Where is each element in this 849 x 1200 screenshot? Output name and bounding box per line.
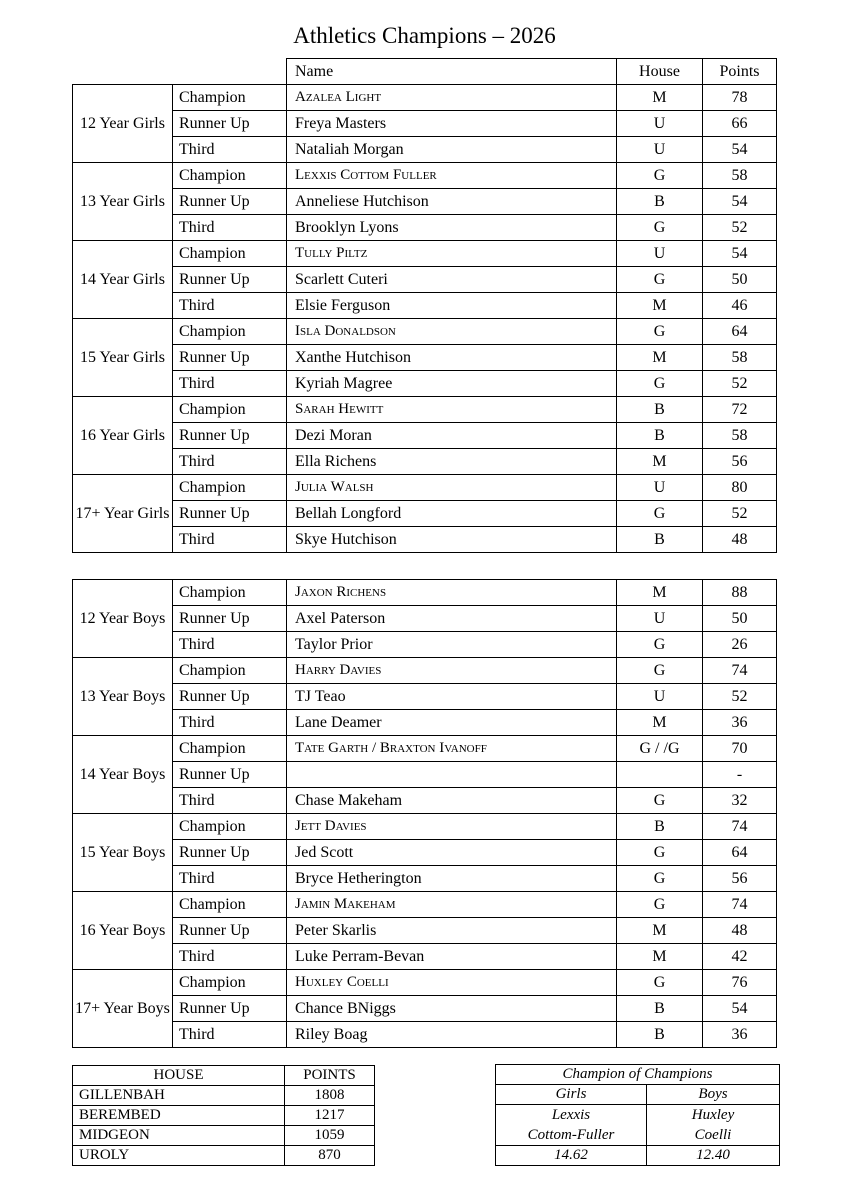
result-row: [73, 137, 777, 163]
place-cell: Third: [173, 1022, 287, 1048]
points-cell: 32: [703, 788, 777, 814]
house-header: HOUSE: [73, 1066, 285, 1086]
name-cell: Tate Garth / Braxton Ivanoff: [287, 736, 617, 762]
house-cell: B: [617, 814, 703, 840]
name-cell: Jed Scott: [287, 840, 617, 866]
result-row: [73, 267, 777, 293]
points-cell: 74: [703, 658, 777, 684]
house-cell: B: [617, 397, 703, 423]
house-points: 1217: [285, 1106, 375, 1126]
house-row: [73, 1126, 375, 1146]
result-row: [73, 397, 777, 423]
cc-boys-name: [647, 1105, 780, 1146]
house-cell: G: [617, 658, 703, 684]
place-cell: Runner Up: [173, 996, 287, 1022]
name-cell: Harry Davies: [287, 658, 617, 684]
house-cell: M: [617, 580, 703, 606]
points-cell: 50: [703, 606, 777, 632]
house-cell: U: [617, 137, 703, 163]
place-cell: Third: [173, 293, 287, 319]
name-cell: Elsie Ferguson: [287, 293, 617, 319]
house-cell: G: [617, 215, 703, 241]
place-cell: Champion: [173, 814, 287, 840]
place-cell: Third: [173, 137, 287, 163]
name-cell: Dezi Moran: [287, 423, 617, 449]
result-row: [73, 475, 777, 501]
result-row: [73, 970, 777, 996]
header-name: Name: [287, 59, 617, 85]
place-cell: Third: [173, 944, 287, 970]
place-cell: Champion: [173, 85, 287, 111]
result-row: [73, 606, 777, 632]
name-cell: Huxley Coelli: [287, 970, 617, 996]
result-row: [73, 710, 777, 736]
house-cell: G: [617, 371, 703, 397]
points-cell: 64: [703, 319, 777, 345]
name-cell: Chance BNiggs: [287, 996, 617, 1022]
place-cell: Runner Up: [173, 840, 287, 866]
place-cell: Champion: [173, 892, 287, 918]
house-name: UROLY: [73, 1146, 285, 1166]
result-row: [73, 241, 777, 267]
age-group-label: 14 Year Girls: [73, 241, 173, 319]
house-cell: B: [617, 189, 703, 215]
house-cell: U: [617, 684, 703, 710]
header-house: House: [617, 59, 703, 85]
result-row: [73, 85, 777, 111]
name-cell: Brooklyn Lyons: [287, 215, 617, 241]
name-cell: Jamin Makeham: [287, 892, 617, 918]
points-cell: 58: [703, 423, 777, 449]
points-cell: 66: [703, 111, 777, 137]
place-cell: Champion: [173, 736, 287, 762]
cc-boys-score: 12.40: [647, 1146, 780, 1166]
house-cell: G: [617, 788, 703, 814]
result-row: [73, 788, 777, 814]
house-cell: G: [617, 840, 703, 866]
name-cell: Julia Walsh: [287, 475, 617, 501]
cc-boys-name-line1: Huxley: [691, 1107, 735, 1123]
name-cell: Lexxis Cottom Fuller: [287, 163, 617, 189]
name-cell: Anneliese Hutchison: [287, 189, 617, 215]
result-row: [73, 423, 777, 449]
place-cell: Third: [173, 788, 287, 814]
result-row: [73, 527, 777, 553]
cc-boys-name-line2: Coelli: [694, 1127, 732, 1143]
result-row: [73, 762, 777, 788]
place-cell: Runner Up: [173, 684, 287, 710]
house-cell: M: [617, 918, 703, 944]
house-points: 1059: [285, 1126, 375, 1146]
name-cell: [287, 762, 617, 788]
points-cell: 72: [703, 397, 777, 423]
name-cell: Taylor Prior: [287, 632, 617, 658]
house-points: 870: [285, 1146, 375, 1166]
place-cell: Third: [173, 527, 287, 553]
place-cell: Runner Up: [173, 606, 287, 632]
points-cell: 58: [703, 345, 777, 371]
points-cell: 80: [703, 475, 777, 501]
points-cell: 42: [703, 944, 777, 970]
house-cell: U: [617, 241, 703, 267]
name-cell: Bryce Hetherington: [287, 866, 617, 892]
place-cell: Runner Up: [173, 762, 287, 788]
result-row: [73, 814, 777, 840]
cc-girls-name-line2: Cottom-Fuller: [527, 1127, 615, 1143]
result-row: [73, 892, 777, 918]
place-cell: Runner Up: [173, 345, 287, 371]
points-cell: 50: [703, 267, 777, 293]
result-row: [73, 918, 777, 944]
house-cell: U: [617, 475, 703, 501]
place-cell: Third: [173, 449, 287, 475]
result-row: [73, 944, 777, 970]
cc-girls-score: 14.62: [496, 1146, 647, 1166]
place-cell: Third: [173, 632, 287, 658]
place-cell: Runner Up: [173, 918, 287, 944]
place-cell: Third: [173, 215, 287, 241]
result-row: [73, 215, 777, 241]
result-row: [73, 658, 777, 684]
house-cell: G: [617, 267, 703, 293]
points-cell: 26: [703, 632, 777, 658]
place-cell: Runner Up: [173, 189, 287, 215]
house-cell: M: [617, 293, 703, 319]
house-cell: G / /G: [617, 736, 703, 762]
cc-title: Champion of Champions: [496, 1065, 780, 1085]
house-cell: M: [617, 710, 703, 736]
house-points: 1808: [285, 1086, 375, 1106]
place-cell: Runner Up: [173, 111, 287, 137]
result-row: [73, 866, 777, 892]
points-cell: 74: [703, 814, 777, 840]
place-cell: Champion: [173, 163, 287, 189]
header-points: Points: [703, 59, 777, 85]
house-cell: M: [617, 85, 703, 111]
house-cell: G: [617, 501, 703, 527]
house-cell: G: [617, 163, 703, 189]
result-row: [73, 345, 777, 371]
place-cell: Champion: [173, 970, 287, 996]
name-cell: Jaxon Richens: [287, 580, 617, 606]
house-cell: M: [617, 944, 703, 970]
house-cell: G: [617, 892, 703, 918]
points-cell: 56: [703, 866, 777, 892]
house-cell: U: [617, 111, 703, 137]
age-group-label: 15 Year Boys: [73, 814, 173, 892]
house-name: MIDGEON: [73, 1126, 285, 1146]
points-cell: -: [703, 762, 777, 788]
points-cell: 58: [703, 163, 777, 189]
points-cell: 52: [703, 684, 777, 710]
house-cell: [617, 762, 703, 788]
boys-results-table: [72, 579, 777, 1048]
house-cell: M: [617, 345, 703, 371]
result-row: [73, 189, 777, 215]
place-cell: Runner Up: [173, 267, 287, 293]
place-cell: Runner Up: [173, 501, 287, 527]
points-cell: 54: [703, 996, 777, 1022]
name-cell: Peter Skarlis: [287, 918, 617, 944]
result-row: [73, 684, 777, 710]
age-group-label: 17+ Year Girls: [73, 475, 173, 553]
name-cell: Isla Donaldson: [287, 319, 617, 345]
result-row: [73, 449, 777, 475]
points-cell: 52: [703, 215, 777, 241]
points-header: POINTS: [285, 1066, 375, 1086]
name-cell: Luke Perram-Bevan: [287, 944, 617, 970]
result-row: [73, 501, 777, 527]
place-cell: Champion: [173, 319, 287, 345]
name-cell: Azalea Light: [287, 85, 617, 111]
result-row: [73, 163, 777, 189]
name-cell: Riley Boag: [287, 1022, 617, 1048]
result-row: [73, 293, 777, 319]
age-group-label: 16 Year Girls: [73, 397, 173, 475]
place-cell: Third: [173, 866, 287, 892]
house-cell: G: [617, 970, 703, 996]
result-row: [73, 580, 777, 606]
points-cell: 48: [703, 527, 777, 553]
cc-boys-label: Boys: [647, 1085, 780, 1105]
house-row: [73, 1086, 375, 1106]
age-group-label: 15 Year Girls: [73, 319, 173, 397]
house-cell: B: [617, 996, 703, 1022]
age-group-label: 13 Year Boys: [73, 658, 173, 736]
result-row: [73, 319, 777, 345]
points-cell: 48: [703, 918, 777, 944]
points-cell: 52: [703, 501, 777, 527]
result-row: [73, 736, 777, 762]
house-points-table: [72, 1065, 375, 1166]
age-group-label: 13 Year Girls: [73, 163, 173, 241]
age-group-label: 14 Year Boys: [73, 736, 173, 814]
cc-girls-name: [496, 1105, 647, 1146]
points-cell: 54: [703, 137, 777, 163]
page-title: Athletics Champions – 2026: [293, 23, 556, 48]
result-row: [73, 111, 777, 137]
place-cell: Champion: [173, 658, 287, 684]
result-row: [73, 1022, 777, 1048]
place-cell: Champion: [173, 397, 287, 423]
name-cell: Nataliah Morgan: [287, 137, 617, 163]
name-cell: Skye Hutchison: [287, 527, 617, 553]
points-cell: 36: [703, 710, 777, 736]
points-cell: 70: [703, 736, 777, 762]
age-group-label: 16 Year Boys: [73, 892, 173, 970]
age-group-label: 12 Year Boys: [73, 580, 173, 658]
result-row: [73, 996, 777, 1022]
points-cell: 54: [703, 241, 777, 267]
points-cell: 74: [703, 892, 777, 918]
place-cell: Champion: [173, 580, 287, 606]
result-row: [73, 632, 777, 658]
champion-of-champions-table: [495, 1064, 780, 1166]
points-cell: 46: [703, 293, 777, 319]
house-cell: B: [617, 527, 703, 553]
points-cell: 78: [703, 85, 777, 111]
points-cell: 36: [703, 1022, 777, 1048]
name-cell: TJ Teao: [287, 684, 617, 710]
cc-girls-name-line1: Lexxis: [551, 1107, 591, 1123]
points-cell: 88: [703, 580, 777, 606]
name-cell: Jett Davies: [287, 814, 617, 840]
girls-results-table: [72, 58, 777, 553]
place-cell: Champion: [173, 475, 287, 501]
house-cell: B: [617, 1022, 703, 1048]
name-cell: Kyriah Magree: [287, 371, 617, 397]
points-cell: 56: [703, 449, 777, 475]
place-cell: Runner Up: [173, 423, 287, 449]
house-row: [73, 1146, 375, 1166]
house-name: GILLENBAH: [73, 1086, 285, 1106]
name-cell: Bellah Longford: [287, 501, 617, 527]
place-cell: Champion: [173, 241, 287, 267]
points-cell: 52: [703, 371, 777, 397]
name-cell: Tully Piltz: [287, 241, 617, 267]
age-group-label: 12 Year Girls: [73, 85, 173, 163]
house-cell: G: [617, 319, 703, 345]
cc-girls-label: Girls: [496, 1085, 647, 1105]
age-group-label: 17+ Year Boys: [73, 970, 173, 1048]
house-cell: B: [617, 423, 703, 449]
result-row: [73, 371, 777, 397]
place-cell: Third: [173, 371, 287, 397]
name-cell: Axel Paterson: [287, 606, 617, 632]
points-cell: 76: [703, 970, 777, 996]
house-cell: M: [617, 449, 703, 475]
name-cell: Chase Makeham: [287, 788, 617, 814]
points-cell: 54: [703, 189, 777, 215]
name-cell: Ella Richens: [287, 449, 617, 475]
name-cell: Freya Masters: [287, 111, 617, 137]
name-cell: Sarah Hewitt: [287, 397, 617, 423]
name-cell: Xanthe Hutchison: [287, 345, 617, 371]
house-cell: U: [617, 606, 703, 632]
points-cell: 64: [703, 840, 777, 866]
place-cell: Third: [173, 710, 287, 736]
name-cell: Scarlett Cuteri: [287, 267, 617, 293]
result-row: [73, 840, 777, 866]
house-row: [73, 1106, 375, 1126]
house-cell: G: [617, 866, 703, 892]
house-cell: G: [617, 632, 703, 658]
name-cell: Lane Deamer: [287, 710, 617, 736]
house-name: BEREMBED: [73, 1106, 285, 1126]
